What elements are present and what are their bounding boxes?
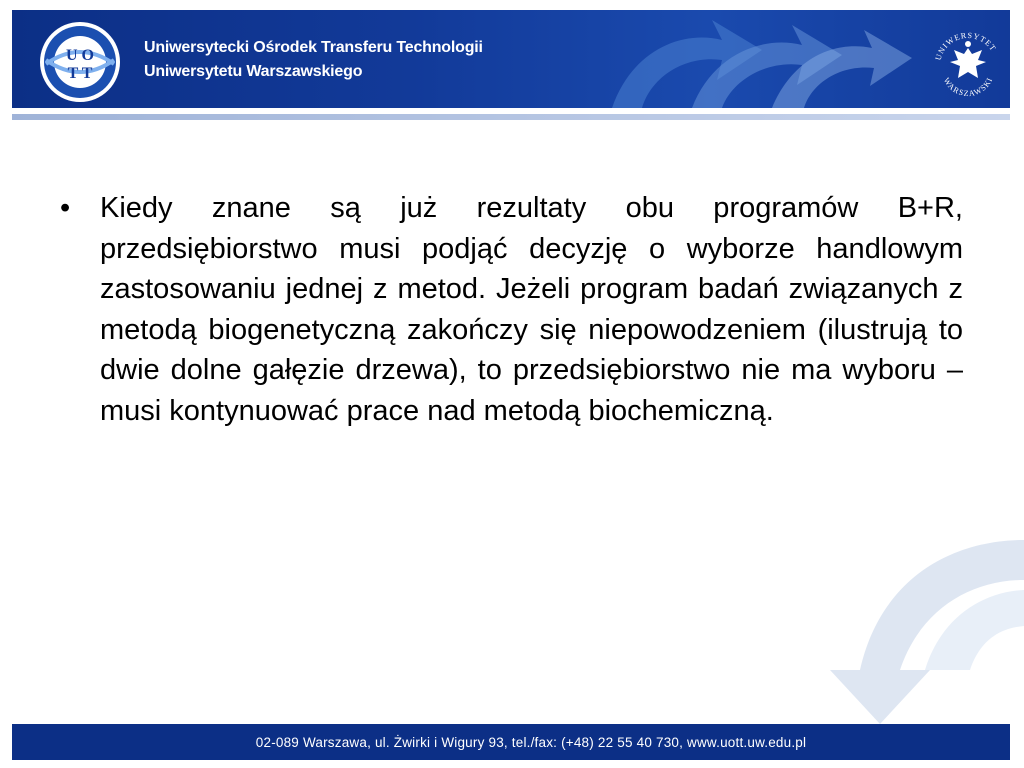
institution-name-line1: Uniwersytecki Ośrodek Transferu Technologii bbox=[144, 39, 483, 56]
bullet-text: Kiedy znane są już rezultaty obu programów B+R, przedsiębiorstwo musi podjąć decyzję o wyborze handlowym zastosowaniu jednej z metod. Jeżeli program badań związanych z metodą biogenetyczną zakończy się niepowodzeniem (ilustrują to dwie dolne gałęzie drzewa), to przedsiębiorstwo nie ma wyboru – musi kontynuować prace nad metodą biochemiczną. bbox=[100, 192, 963, 427]
uott-logo-icon bbox=[38, 20, 122, 104]
decorative-arrows-icon bbox=[572, 10, 932, 108]
footer-bar bbox=[12, 724, 1010, 760]
header-accent-bar bbox=[12, 114, 1010, 120]
header-banner bbox=[12, 10, 1010, 108]
emblem-ring-top: UNIWERSYTET bbox=[933, 30, 999, 62]
slide-content bbox=[60, 188, 963, 431]
institution-name-line2: Uniwersytetu Warszawskiego bbox=[144, 63, 363, 80]
emblem-ring-bottom: WARSZAWSKI bbox=[941, 75, 995, 99]
header-divider bbox=[12, 108, 1010, 112]
uott-logo-letters-bottom: T T bbox=[67, 65, 93, 82]
bullet-marker: • bbox=[60, 192, 71, 224]
institution-name bbox=[144, 36, 483, 84]
decorative-arrow-bottom-icon bbox=[820, 520, 1024, 724]
uott-logo-letters-top: U O bbox=[66, 47, 94, 64]
university-eagle-emblem-icon bbox=[930, 22, 1006, 106]
footer-address: 02-089 Warszawa, ul. Żwirki i Wigury 93, tel./fax: (+48) 22 55 40 730, www.uott.uw.edu.pl bbox=[255, 734, 807, 750]
bullet-item bbox=[60, 188, 963, 431]
